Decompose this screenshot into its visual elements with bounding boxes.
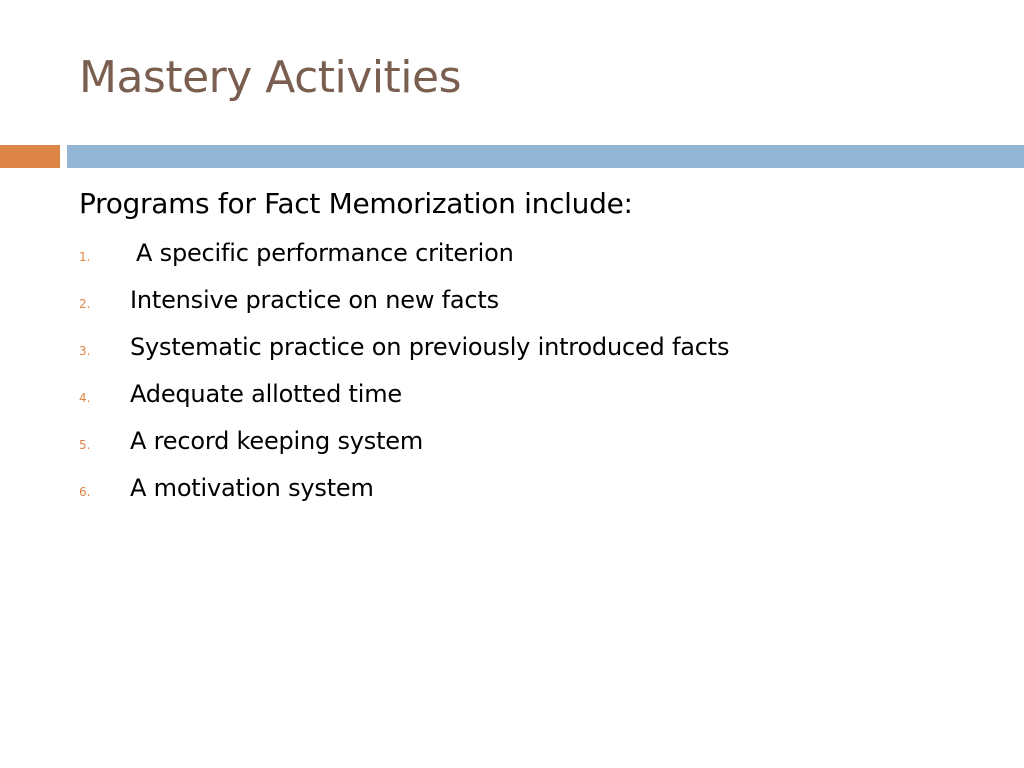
list-item-text: A motivation system xyxy=(130,474,374,502)
intro-text: Programs for Fact Memorization include: xyxy=(79,187,633,220)
list-item-number: 3. xyxy=(79,344,91,358)
list-item-number: 6. xyxy=(79,485,91,499)
list-item-number: 5. xyxy=(79,438,91,452)
slide-title: Mastery Activities xyxy=(79,52,462,103)
list-item-text: Systematic practice on previously introduced facts xyxy=(130,333,730,361)
accent-bar-blue xyxy=(67,145,1024,168)
list-item-text: Adequate allotted time xyxy=(130,380,402,408)
list-item-number: 2. xyxy=(79,297,91,311)
list-item-text: Intensive practice on new facts xyxy=(130,286,499,314)
list-item-text: A specific performance criterion xyxy=(136,239,514,267)
list-item-text: A record keeping system xyxy=(130,427,424,455)
accent-bar-orange xyxy=(0,145,60,168)
list-item-number: 1. xyxy=(79,250,91,264)
list-item-number: 4. xyxy=(79,391,91,405)
